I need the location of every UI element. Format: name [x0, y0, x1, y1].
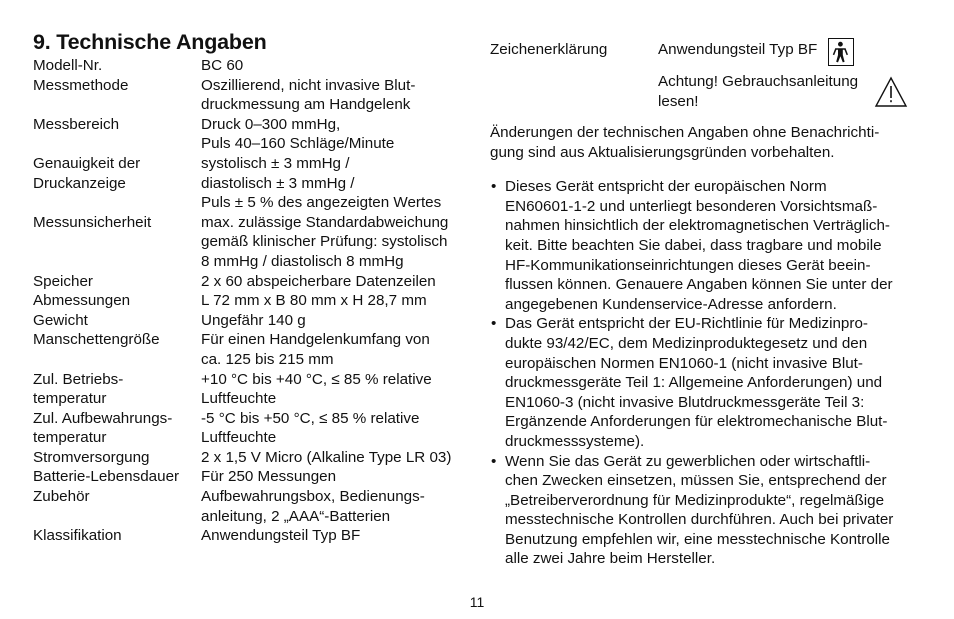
spec-value	[201, 487, 473, 526]
spec-label-line: Gewicht	[33, 311, 88, 329]
spec-row	[33, 56, 473, 76]
spec-value-line: BC 60	[201, 57, 244, 74]
spec-label	[33, 213, 201, 272]
spec-row	[33, 272, 473, 292]
list-item-line: druckmesssysteme).	[505, 432, 645, 450]
spec-value-line: max. zulässige Standardabweichung	[201, 213, 449, 231]
spec-label-line: Messmethode	[33, 76, 129, 94]
right-column	[490, 40, 922, 569]
spec-value	[201, 330, 473, 369]
spec-value-line: systolisch ± 3 mmHg /	[201, 154, 350, 172]
list-item-line: chen Zwecken einsetzen, müssen Sie, entsprechend der	[505, 472, 887, 490]
spec-label-line: Klassifikation	[33, 527, 122, 545]
section-title: 9. Technische Angaben	[33, 30, 267, 54]
spec-value-line: 8 mmHg / diastolisch 8 mmHg	[201, 252, 404, 270]
warning-description	[658, 72, 878, 111]
spec-row	[33, 154, 473, 213]
spec-label	[33, 115, 201, 154]
spec-label-line: Modell-Nr.	[33, 57, 103, 74]
spec-label-line: Stromversorgung	[33, 448, 150, 466]
spec-label-line: Speicher	[33, 272, 93, 290]
spec-label-line: Batterie-Lebensdauer	[33, 468, 180, 486]
spec-value-line: Luftfeuchte	[201, 429, 277, 447]
spec-row	[33, 291, 473, 311]
spec-value-line: Druck 0–300 mmHg,	[201, 115, 341, 133]
list-item-line: Ergänzende Anforderungen für elektromechanische Blut-	[505, 413, 888, 431]
list-item-line: messtechnische Kontrollen durchführen. Auch bei privater	[505, 511, 894, 529]
spec-label	[33, 467, 201, 487]
spec-label	[33, 56, 201, 76]
list-item-line: nahmen hinsichtlich der elektromagnetischen Verträglich-	[505, 217, 890, 235]
warning-description-line: Achtung! Gebrauchsanleitung	[658, 73, 859, 90]
spec-row	[33, 448, 473, 468]
spec-value-line: Für einen Handgelenkumfang von	[201, 331, 430, 349]
type-bf-applied-part-icon	[828, 38, 854, 66]
spec-value	[201, 526, 473, 546]
spec-value-line: diastolisch ± 3 mmHg /	[201, 174, 355, 192]
list-item-line: EN60601-1-2 und unterliegt besonderen Vorsichtsmaß-	[505, 197, 878, 215]
spec-value-line: ca. 125 bis 215 mm	[201, 350, 334, 368]
change-notice-line: Änderungen der technischen Angaben ohne Benachrichti-	[490, 124, 880, 141]
symbol-legend-label: Zeichenerklärung	[490, 41, 608, 58]
spec-row	[33, 526, 473, 546]
list-item-line: „Betreiberverordnung für Medizinprodukte“, regelmäßige	[505, 491, 885, 509]
list-item	[490, 452, 922, 570]
spec-value-line: Ungefähr 140 g	[201, 311, 306, 329]
spec-label	[33, 272, 201, 292]
list-item-line: flussen können. Genauere Angaben können Sie unter der	[505, 276, 893, 294]
spec-value-line: L 72 mm x B 80 mm x H 28,7 mm	[201, 292, 427, 310]
spec-value-line: Puls ± 5 % des angezeigten Wertes	[201, 194, 442, 212]
spec-row	[33, 467, 473, 487]
spec-value	[201, 409, 473, 448]
change-notice	[490, 123, 922, 162]
spec-label-line: Manschettengröße	[33, 331, 160, 349]
spec-value-line: Puls 40–160 Schläge/Minute	[201, 135, 395, 153]
spec-value	[201, 115, 473, 154]
spec-value-line: -5 °C bis +50 °C, ≤ 85 % relative	[201, 409, 420, 427]
spec-label-line: Messunsicherheit	[33, 213, 152, 231]
type-bf-description: Anwendungsteil Typ BF	[658, 41, 818, 58]
spec-value	[201, 213, 473, 272]
spec-label	[33, 330, 201, 369]
spec-value-line: Anwendungsteil Typ BF	[201, 527, 361, 545]
spec-label	[33, 154, 201, 213]
list-item	[490, 314, 922, 451]
bullet-marker: •	[491, 452, 497, 470]
spec-row	[33, 487, 473, 526]
symbol-legend	[490, 40, 922, 112]
spec-label-line: Zul. Aufbewahrungs-	[33, 409, 173, 427]
spec-value-line: Oszillierend, nicht invasive Blut-	[201, 76, 416, 94]
list-item-line: Dieses Gerät entspricht der europäischen Norm	[505, 178, 827, 196]
list-item-line: dukte 93/42/EC, dem Medizinproduktegesetz und den	[505, 334, 868, 352]
list-item-line: alle zwei Jahre beim Hersteller.	[505, 550, 716, 568]
spec-label-line: Abmessungen	[33, 292, 131, 310]
list-item-line: druckmessgeräte Teil 1: Allgemeine Anforderungen) und	[505, 374, 883, 392]
spec-value-line: +10 °C bis +40 °C, ≤ 85 % relative	[201, 370, 432, 388]
spec-label	[33, 291, 201, 311]
spec-label-line: Messbereich	[33, 115, 120, 133]
change-notice-line: gung sind aus Aktualisierungsgründen vorbehalten.	[490, 143, 835, 161]
bullet-marker: •	[491, 178, 497, 196]
spec-value	[201, 370, 473, 409]
spec-label-line: temperatur	[33, 390, 107, 408]
spec-value	[201, 467, 473, 487]
spec-value-line: druckmessung am Handgelenk	[201, 96, 411, 114]
spec-row	[33, 330, 473, 369]
spec-value	[201, 76, 473, 115]
spec-value	[201, 154, 473, 213]
spec-value-line: Luftfeuchte	[201, 390, 277, 408]
page-number: 11	[469, 594, 485, 610]
spec-label-line: Zul. Betriebs-	[33, 370, 124, 388]
spec-label-line: Zubehör	[33, 488, 90, 506]
spec-value	[201, 311, 473, 331]
bullet-list	[490, 177, 922, 569]
spec-value	[201, 56, 473, 76]
spec-label	[33, 526, 201, 546]
spec-label	[33, 448, 201, 468]
spec-value	[201, 272, 473, 292]
spec-value-line: 2 x 1,5 V Micro (Alkaline Type LR 03)	[201, 448, 452, 466]
list-item	[490, 177, 922, 314]
spec-label-line: Genauigkeit der	[33, 154, 141, 172]
bullet-marker: •	[491, 315, 497, 333]
spec-label	[33, 311, 201, 331]
spec-value	[201, 291, 473, 311]
spec-label	[33, 370, 201, 409]
spec-value-line: anleitung, 2 „AAA“-Batterien	[201, 507, 391, 525]
spec-row	[33, 213, 473, 272]
list-item-line: keit. Bitte beachten Sie dabei, dass tragbare und mobile	[505, 236, 882, 254]
spec-value	[201, 448, 473, 468]
warning-description-line: lesen!	[658, 92, 699, 110]
spec-row	[33, 76, 473, 115]
spec-value-line: gemäß klinischer Prüfung: systolisch	[201, 233, 448, 251]
spec-value-line: Aufbewahrungsbox, Bedienungs-	[201, 488, 425, 506]
spec-value-line: Für 250 Messungen	[201, 468, 337, 486]
warning-triangle-icon	[874, 76, 908, 108]
spec-label	[33, 409, 201, 448]
left-column	[33, 28, 473, 546]
list-item-line: Wenn Sie das Gerät zu gewerblichen oder wirtschaftli-	[505, 452, 871, 470]
spec-label	[33, 487, 201, 526]
list-item-line: europäischen Normen EN1060-1 (nicht invasive Blut-	[505, 354, 863, 372]
spec-row	[33, 370, 473, 409]
list-item-line: Benutzung empfehlen wir, eine messtechnische Kontrolle	[505, 530, 890, 548]
spec-label	[33, 76, 201, 115]
list-item-line: EN1060-3 (nicht invasive Blutdruckmessgeräte Teil 3:	[505, 393, 865, 411]
spec-label-line: Druckanzeige	[33, 174, 126, 192]
spec-label-line: temperatur	[33, 429, 107, 447]
list-item-line: Das Gerät entspricht der EU-Richtlinie für Medizinpro-	[505, 315, 868, 333]
spec-value-line: 2 x 60 abspeicherbare Datenzeilen	[201, 272, 436, 290]
specification-table	[33, 56, 473, 546]
spec-row	[33, 311, 473, 331]
list-item-line: HF-Kommunikationseinrichtungen dieses Gerät beein-	[505, 256, 871, 274]
spec-row	[33, 409, 473, 448]
spec-row	[33, 115, 473, 154]
list-item-line: angegebenen Kundenservice-Adresse anfordern.	[505, 295, 837, 313]
